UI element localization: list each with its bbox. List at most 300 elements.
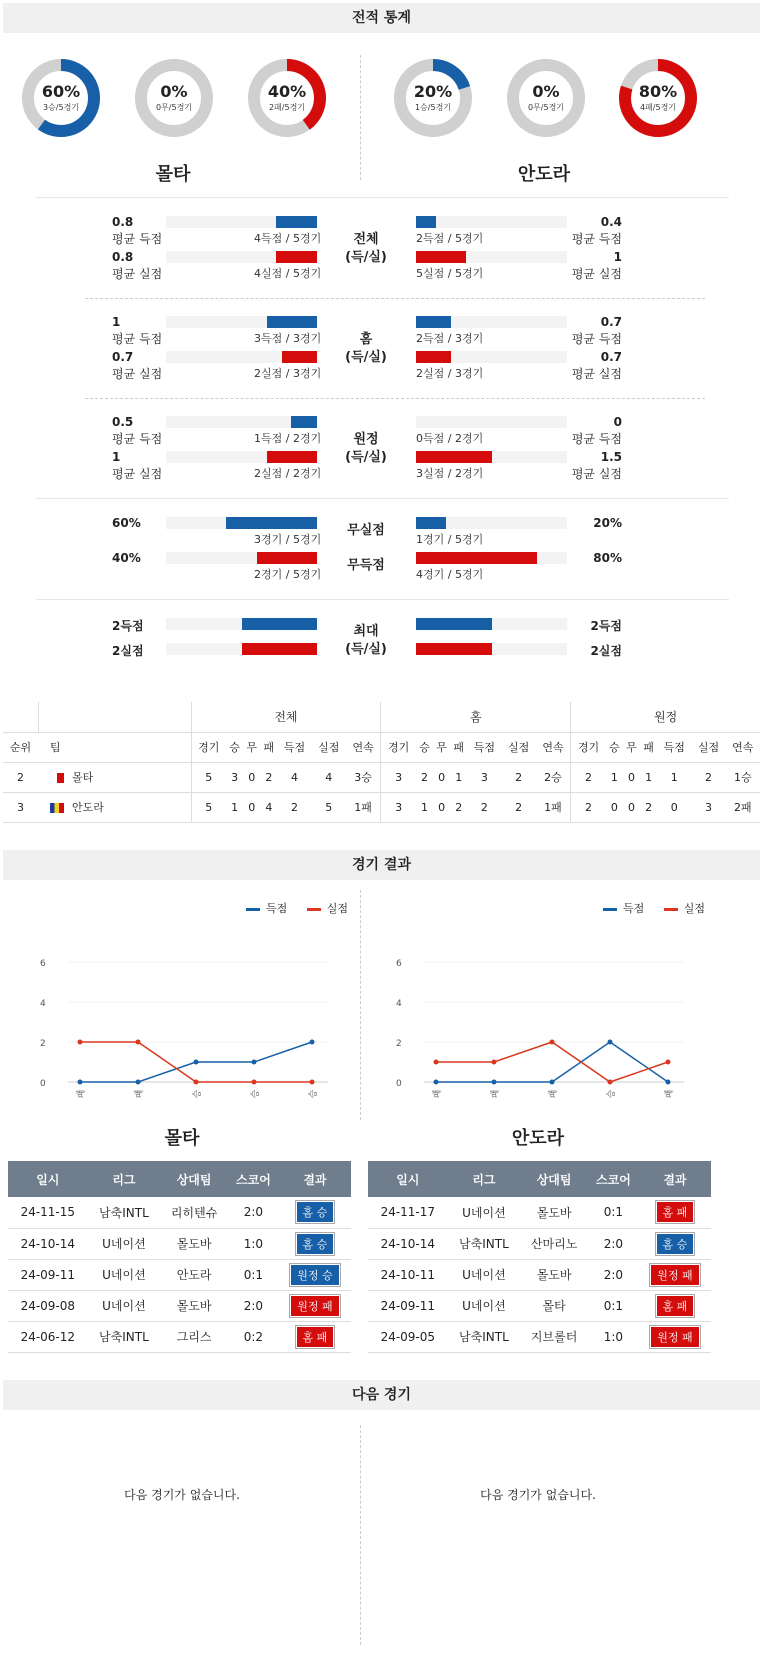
divider [360,1425,361,1645]
table-row[interactable] [8,1321,351,1352]
data-point [550,1040,555,1045]
data-point [492,1060,497,1065]
away-stat-label: 평균 득점 [571,332,622,346]
away-stat-value: 0.4 [600,215,622,229]
data-point [310,1040,315,1045]
legend-swatch [246,908,260,911]
col-header: 실점 [691,732,725,762]
stat-category-label [331,331,401,367]
home-bar-caption: 3경기 / 5경기 [254,533,322,546]
home-stat-label: 평균 실점 [112,267,163,281]
x-tick-label: 패 [665,1089,675,1099]
home-bar [267,451,317,463]
data-point [136,1040,141,1045]
record-section-header: 전적 통계 [3,3,760,33]
home-stat-value: 2실점 [112,644,144,658]
home-bar [226,517,317,529]
away-stat-value: 0.7 [600,350,622,364]
stat-category-sub: (득/실) [345,450,387,465]
result-badge: 홈 패 [296,1326,335,1348]
donut-percent: 20% [413,82,453,101]
league-cell: U네이션 [448,1290,521,1321]
result-cell [639,1228,711,1259]
league-cell: 남축INTL [88,1321,161,1352]
away-stat-label: 평균 득점 [571,432,622,446]
home-bar [282,351,317,363]
col-header: 스코어 [228,1161,279,1197]
away-team-name: 안도라 [511,1128,565,1149]
away-stat-label: 평균 실점 [571,467,622,481]
away-stat-label: 평균 실점 [571,367,622,381]
x-tick-label: 패 [433,1089,443,1099]
data-point [78,1080,83,1085]
score-cell: 0:1 [588,1197,639,1228]
stat-cell: 4 [277,762,311,792]
result-badge: 홈 승 [656,1233,695,1255]
away-donut [392,57,474,139]
col-header: 결과 [279,1161,351,1197]
col-header: 순위 [3,732,38,762]
home-stat-value: 0.5 [112,415,134,429]
col-header: 승 [226,732,243,762]
league-cell: U네이션 [448,1259,521,1290]
away-bar [416,618,492,630]
home-stat-value: 60% [112,516,141,530]
score-cell: 1:0 [588,1321,639,1352]
y-tick-label: 2 [396,1039,402,1049]
data-point [252,1080,257,1085]
opponent-cell: 몰도바 [520,1197,588,1228]
result-badge: 원정 패 [290,1295,339,1317]
home-bar [267,316,317,328]
stat-cell: 4 [260,792,277,822]
donut-percent: 0% [532,82,560,101]
col-header: 스코어 [588,1161,639,1197]
x-tick-label: 패 [77,1089,87,1099]
legend-swatch [307,908,321,911]
team-cell[interactable] [38,762,191,792]
away-team-name: 안도라 [517,164,571,185]
league-cell: 남축INTL [88,1197,161,1228]
standings-group-header: 전체 [191,702,381,732]
col-header: 무 [433,732,450,762]
away-stat-value: 80% [593,551,622,565]
stat-cell: 2 [571,792,606,822]
date-cell: 24-09-11 [368,1290,448,1321]
donut-percent: 60% [41,82,81,101]
divider [36,599,729,600]
stat-cell: 2승 [536,762,571,792]
table-row[interactable] [368,1321,711,1352]
away-bar-caption: 2득점 / 5경기 [416,232,484,245]
data-point [434,1060,439,1065]
divider [360,890,361,1120]
stat-cell: 2패 [726,792,760,822]
x-tick-label: 패 [549,1089,559,1099]
date-cell: 24-10-14 [368,1228,448,1259]
col-header: 일시 [368,1161,448,1197]
data-point [608,1040,613,1045]
data-point [608,1080,613,1085]
away-bar-caption: 2실점 / 3경기 [416,367,484,380]
opponent-cell: 지브롤터 [520,1321,588,1352]
date-cell: 24-11-15 [8,1197,88,1228]
stat-category-label [331,431,401,467]
result-cell [279,1290,351,1321]
standings-header-row [3,732,760,762]
y-tick-label: 4 [40,999,46,1009]
away-bar [416,552,537,564]
col-header: 승 [606,732,623,762]
away-stat-value: 2실점 [590,644,622,658]
legend-label: 실점 [326,902,349,915]
away-bar [416,643,492,655]
stat-cell: 4 [312,762,346,792]
score-cell: 1:0 [228,1228,279,1259]
donut-caption: 2패/5경기 [268,103,306,112]
donut-caption: 1승/5경기 [414,103,452,112]
away-bar [416,316,451,328]
stat-cell: 2 [502,762,536,792]
stat-cell: 2 [260,762,277,792]
malta-flag-icon [50,773,64,783]
col-header: 리그 [88,1161,161,1197]
stat-cell: 0 [623,792,640,822]
score-cell: 2:0 [588,1228,639,1259]
team-name: 몰타 [72,771,94,784]
stat-cell: 1 [226,792,243,822]
divider [85,298,705,299]
away-stat-value: 1 [613,250,622,264]
league-cell: U네이션 [88,1290,161,1321]
league-cell: U네이션 [88,1259,161,1290]
opponent-cell: 리히텐슈 [160,1197,228,1228]
rank-cell: 2 [3,762,38,792]
away-bar-caption: 1경기 / 5경기 [416,533,484,546]
stat-cell: 1승 [726,762,760,792]
home-bar-caption: 2실점 / 2경기 [254,467,322,480]
y-tick-label: 0 [40,1079,46,1089]
stat-cell: 0 [623,762,640,792]
y-tick-label: 2 [40,1039,46,1049]
col-header: 득점 [467,732,501,762]
result-cell [639,1290,711,1321]
stat-cell: 2 [691,762,725,792]
col-header: 경기 [191,732,226,762]
home-no-next-match: 다음 경기가 없습니다. [124,1488,240,1502]
home-donut [246,57,328,139]
away-bar-caption: 5실점 / 5경기 [416,267,484,280]
date-cell: 24-10-11 [368,1259,448,1290]
home-goals-chart [20,950,340,1110]
donut-percent: 0% [160,82,188,101]
stat-cell: 1 [450,762,467,792]
stat-cell: 3 [381,792,416,822]
home-bar-caption: 3득점 / 3경기 [254,332,322,345]
standings-table [3,702,760,823]
data-point [78,1040,83,1045]
col-header: 경기 [571,732,606,762]
away-bar [416,517,446,529]
x-tick-label: 패 [491,1089,501,1099]
team-name: 안도라 [72,801,104,814]
home-stat-label: 평균 실점 [112,367,163,381]
col-header: 패 [260,732,277,762]
home-bar [291,416,317,428]
opponent-cell: 몰도바 [160,1290,228,1321]
result-badge: 원정 승 [290,1264,339,1286]
legend-swatch [603,908,617,911]
table-row [3,762,760,792]
home-stat-value: 1 [112,450,121,464]
score-cell: 0:2 [228,1321,279,1352]
legend-label: 실점 [683,902,706,915]
stat-cell: 2 [640,792,657,822]
col-header: 실점 [312,732,346,762]
home-bar [242,643,318,655]
blank-cell [38,702,191,732]
result-cell [279,1321,351,1352]
col-header: 리그 [448,1161,521,1197]
home-stat-value: 40% [112,551,141,565]
y-tick-label: 6 [40,959,46,969]
stat-category: 무실점 [347,523,385,538]
data-point [550,1080,555,1085]
date-cell: 24-11-17 [368,1197,448,1228]
opponent-cell: 그리스 [160,1321,228,1352]
stat-cell: 1 [416,792,433,822]
home-stat-label: 평균 득점 [112,432,163,446]
chart-legend [246,900,348,916]
away-donut [617,57,699,139]
home-bar [276,216,317,228]
home-stat-value: 0.8 [112,250,134,264]
home-stat-value: 0.7 [112,350,134,364]
home-results-table [8,1161,351,1353]
home-stat-label: 평균 득점 [112,232,163,246]
col-header: 연속 [536,732,571,762]
away-stat-label: 평균 득점 [571,232,622,246]
data-point [666,1060,671,1065]
result-badge: 홈 승 [296,1233,335,1255]
result-cell [279,1228,351,1259]
team-cell[interactable] [38,792,191,822]
col-header: 패 [640,732,657,762]
stat-cell: 2 [502,792,536,822]
data-point [194,1060,199,1065]
away-stat-value: 1.5 [600,450,622,464]
home-bar-caption: 1득점 / 2경기 [254,432,322,445]
stat-cell: 1 [606,762,623,792]
result-cell [279,1259,351,1290]
home-bar [242,618,318,630]
away-donut [505,57,587,139]
stat-cell: 5 [191,762,226,792]
league-cell: 남축INTL [448,1321,521,1352]
opponent-cell: 몰타 [520,1290,588,1321]
stat-cell: 0 [243,762,260,792]
stat-cell: 1패 [346,792,381,822]
stat-cell: 2 [571,762,606,792]
stat-cell: 3 [691,792,725,822]
stat-cell: 3 [381,762,416,792]
stat-cell: 2 [416,762,433,792]
y-tick-label: 6 [396,959,402,969]
away-bar-caption: 0득점 / 2경기 [416,432,484,445]
table-row[interactable] [8,1197,351,1228]
table-row [3,792,760,822]
stat-cell: 5 [191,792,226,822]
legend-label: 득점 [266,902,288,915]
col-header: 일시 [8,1161,88,1197]
stat-cell: 1 [657,762,691,792]
x-tick-label: 승 [309,1089,319,1099]
away-bar [416,351,451,363]
away-no-next-match: 다음 경기가 없습니다. [480,1488,596,1502]
table-row[interactable] [368,1197,711,1228]
standings-group-row [3,702,760,732]
stat-cell: 3 [467,762,501,792]
stat-category: 최대 [353,624,379,639]
result-badge: 홈 패 [656,1201,695,1223]
donut-percent: 40% [267,82,307,101]
stat-category: 무득점 [347,558,385,573]
blank-cell [3,702,38,732]
data-point [434,1080,439,1085]
divider [85,398,705,399]
date-cell: 24-10-14 [8,1228,88,1259]
donut-caption: 0무/5경기 [527,103,565,112]
score-cell: 2:0 [228,1290,279,1321]
stat-category: 전체 [353,232,379,247]
league-cell: U네이션 [448,1197,521,1228]
x-tick-label: 승 [193,1089,203,1099]
away-goals-chart [376,950,696,1110]
home-stat-value: 1 [112,315,121,329]
stat-cell: 0 [433,762,450,792]
stat-category-label [331,623,401,659]
opponent-cell: 안도라 [160,1259,228,1290]
table-row[interactable] [8,1259,351,1290]
standings-group-header: 홈 [381,702,571,732]
away-bar [416,451,492,463]
stat-cell: 2 [450,792,467,822]
away-bar [416,251,466,263]
col-header: 상대팀 [160,1161,228,1197]
stat-cell: 1 [640,762,657,792]
league-cell: U네이션 [88,1228,161,1259]
away-stat-label: 평균 실점 [571,267,622,281]
col-header: 무 [243,732,260,762]
away-bar-caption: 3실점 / 2경기 [416,467,484,480]
x-tick-label: 승 [607,1089,617,1099]
andorra-flag-icon [50,803,64,813]
result-cell [639,1197,711,1228]
stat-category-sub: (득/실) [345,642,387,657]
table-row[interactable] [368,1259,711,1290]
result-badge: 원정 패 [650,1326,699,1348]
away-stat-value: 20% [593,516,622,530]
stat-cell: 2 [467,792,501,822]
x-tick-label: 승 [251,1089,261,1099]
series-line [436,1042,668,1082]
col-header: 상대팀 [520,1161,588,1197]
home-stat-value: 0.8 [112,215,134,229]
stat-category: 홈 [359,332,373,347]
col-header: 득점 [657,732,691,762]
result-cell [639,1321,711,1352]
col-header: 결과 [639,1161,711,1197]
stat-cell: 0 [657,792,691,822]
score-cell: 0:1 [228,1259,279,1290]
away-results-table [368,1161,711,1353]
result-badge: 홈 승 [296,1201,335,1223]
data-point [252,1060,257,1065]
away-bar-track [416,416,567,428]
col-header: 팀 [38,732,191,762]
stat-category-sub: (득/실) [345,350,387,365]
away-stat-value: 2득점 [590,619,622,633]
table-row[interactable] [8,1290,351,1321]
rank-cell: 3 [3,792,38,822]
home-bar [257,552,317,564]
opponent-cell: 산마리노 [520,1228,588,1259]
stat-cell: 0 [606,792,623,822]
data-point [492,1080,497,1085]
y-tick-label: 0 [396,1079,402,1089]
result-badge: 원정 패 [650,1264,699,1286]
data-point [194,1080,199,1085]
y-tick-label: 4 [396,999,402,1009]
next-section-header: 다음 경기 [3,1380,760,1410]
col-header: 연속 [726,732,760,762]
result-cell [639,1259,711,1290]
result-badge: 홈 패 [656,1295,695,1317]
away-bar-caption: 4경기 / 5경기 [416,568,484,581]
col-header: 승 [416,732,433,762]
away-bar-caption: 2득점 / 3경기 [416,332,484,345]
donut-percent: 80% [638,82,678,101]
col-header: 득점 [277,732,311,762]
opponent-cell: 몰도바 [160,1228,228,1259]
data-point [310,1080,315,1085]
table-row[interactable] [368,1290,711,1321]
date-cell: 24-09-05 [368,1321,448,1352]
donut-caption: 4패/5경기 [639,103,677,112]
score-cell: 2:0 [228,1197,279,1228]
table-row[interactable] [368,1228,711,1259]
date-cell: 24-09-08 [8,1290,88,1321]
donut-caption: 3승/5경기 [42,103,80,112]
chart-legend [603,900,705,916]
standings-group-header: 원정 [571,702,760,732]
col-header: 무 [623,732,640,762]
home-donut [133,57,215,139]
col-header: 연속 [346,732,381,762]
away-stat-value: 0 [613,415,622,429]
col-header: 패 [450,732,467,762]
data-point [136,1080,141,1085]
donut-caption: 0무/5경기 [155,103,193,112]
home-stat-label: 평균 실점 [112,467,163,481]
table-row[interactable] [8,1228,351,1259]
stat-cell: 0 [243,792,260,822]
divider [36,197,729,198]
stat-cell: 2 [277,792,311,822]
results-section-header: 경기 결과 [3,850,760,880]
stat-category-sub: (득/실) [345,250,387,265]
home-stat-value: 2득점 [112,619,144,633]
